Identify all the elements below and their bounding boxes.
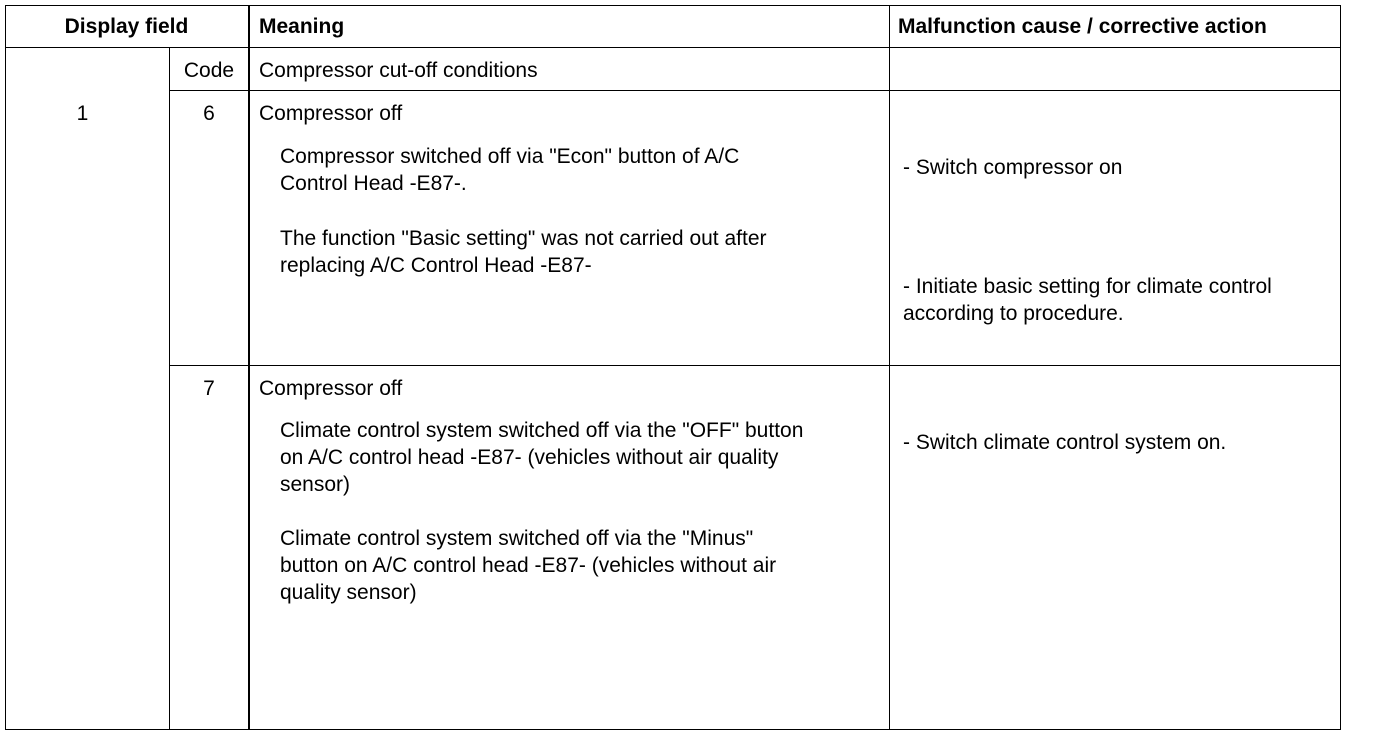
code-row-divider — [169, 90, 1341, 91]
header-divider — [5, 47, 1341, 48]
cause-line: Climate control system switched off via the "OFF" button — [280, 419, 804, 442]
cause-line: button on A/C control head -E87- (vehicles without air — [280, 554, 777, 577]
entry-title: Compressor off — [259, 102, 403, 125]
cause-line: replacing A/C Control Head -E87- — [280, 254, 592, 277]
action-column-divider — [889, 5, 890, 730]
table-border-top — [5, 5, 1341, 6]
table-border-right — [1340, 5, 1341, 730]
code-column-label: Code — [183, 59, 235, 82]
header-display-field: Display field — [64, 15, 189, 38]
cause-line: Climate control system switched off via the "Minus" — [280, 527, 754, 550]
entry-code: 6 — [203, 102, 215, 125]
cause-line: Control Head -E87-. — [280, 172, 467, 195]
code-row-meaning: Compressor cut-off conditions — [259, 59, 538, 82]
action-line: according to procedure. — [903, 302, 1124, 325]
cause-line: sensor) — [280, 473, 351, 496]
entry-divider — [169, 365, 1341, 366]
cause-line: Compressor switched off via "Econ" button of A/C — [280, 145, 740, 168]
cause-line: quality sensor) — [280, 581, 417, 604]
meaning-column-divider — [248, 5, 250, 730]
corrective-action: - Switch climate control system on. — [903, 431, 1227, 454]
action-line: - Initiate basic setting for climate control — [903, 275, 1272, 298]
cause-line: The function "Basic setting" was not carried out after — [280, 227, 767, 250]
display-field-value: 1 — [76, 102, 89, 125]
header-meaning: Meaning — [259, 15, 345, 38]
entry-title: Compressor off — [259, 377, 403, 400]
entry-code: 7 — [203, 377, 215, 400]
table-border-bottom — [5, 729, 1341, 730]
cause-line: on A/C control head -E87- (vehicles without air quality — [280, 446, 779, 469]
corrective-action: - Switch compressor on — [903, 156, 1123, 179]
header-action: Malfunction cause / corrective action — [898, 15, 1267, 38]
